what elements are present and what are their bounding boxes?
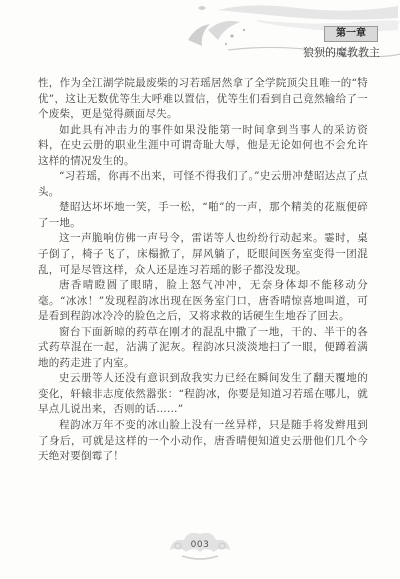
chapter-title: 狼狈的魔教教主 — [303, 46, 380, 59]
paragraph: 唐香晴瞪圆了眼睛，脸上怒气冲冲，无奈身体却不能移动分毫。“冰冰！”发现程韵冰出现在医务室门口，唐香晴惊喜地叫道，可是看到程韵冰冷冷的脸色之后，又将求救的话硬生生地吞了回去。 — [38, 279, 368, 323]
chapter-body — [38, 76, 368, 465]
page-number: 003 — [190, 540, 210, 550]
paragraph: 如此具有冲击力的事件如果没能第一时间拿到当事人的采访资料，在史云册的职业生涯中可谓奇耻大辱，他是无论如何也不会允许这样的情况发生的。 — [38, 123, 368, 167]
paragraph: “习若瑶，你再不出来，可怪不得我们了。”史云册冲楚昭达点了点头。 — [38, 170, 368, 198]
chapter-label: 第一章 — [324, 26, 378, 42]
paragraph: 窗台下面新晾的药草在刚才的混乱中撒了一地，干的、半干的各式药草混在一起，沾满了泥灰。程韵冰只淡淡地扫了一眼，便蹲着满地的药走进了内室。 — [38, 325, 368, 369]
paragraph: 史云册等人还没有意识到敌我实力已经在瞬间发生了翻天覆地的变化，轩辕非志度依然嚣张：“程韵冰，你要是知道习若瑶在哪儿，就早点儿说出来，否则的话……” — [38, 372, 368, 416]
paragraph: 程韵冰万年不变的冰山脸上没有一丝异样，只是随手将发辫甩到了身后，可就是这样的一个小动作，唐香晴便知道史云册他们几个今天绝对要倒霉了！ — [38, 419, 368, 463]
paragraph: 性，作为全江湖学院最废柴的习若瑶居然拿了全学院顶尖且唯一的“特优”，这让无数优等生大呼难以置信，优等生们看到自己竟然输给了一个废柴，更是觉得颜面尽失。 — [38, 77, 368, 121]
paragraph: 楚昭达坏坏地一笑，手一松，“啪”的一声，那个精美的花瓶便碎了一地。 — [38, 201, 368, 229]
paragraph: 这一声脆响仿佛一声号令，雷诺等人也纷纷行动起来。霎时，桌子倒了，椅子飞了，床榻掀了，屏风躺了，眨眼间医务室变得一团混乱，可是尽管这样，众人还是连习若瑶的影子都没发现。 — [38, 232, 368, 276]
